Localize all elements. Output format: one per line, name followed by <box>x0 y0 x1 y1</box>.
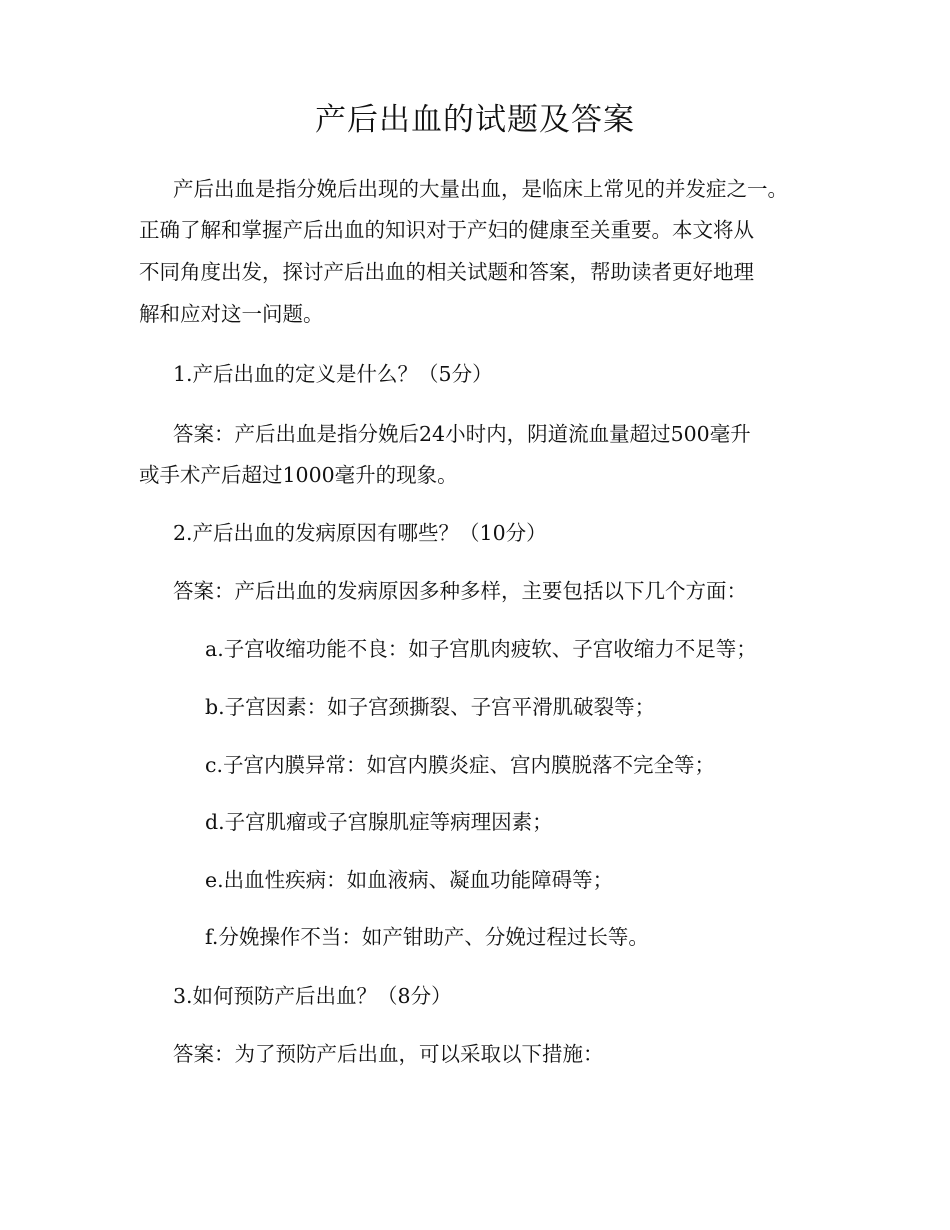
cause-item: c.子宫内膜异常：如宫内膜炎症、宫内膜脱落不完全等； <box>205 753 715 777</box>
question-3: 3.如何预防产后出血？（8分） <box>173 984 452 1008</box>
cause-item: e.出血性疾病：如血液病、凝血功能障碍等； <box>205 868 614 892</box>
intro-line: 解和应对这一问题。 <box>139 302 324 326</box>
answer-1-line: 或手术产后超过1000毫升的现象。 <box>139 463 458 487</box>
cause-item: f.分娩操作不当：如产钳助产、分娩过程过长等。 <box>205 925 649 949</box>
document-title: 产后出血的试题及答案 <box>315 102 635 138</box>
cause-item: d.子宫肌瘤或子宫腺肌症等病理因素； <box>205 810 553 834</box>
answer-3: 答案：为了预防产后出血，可以采取以下措施： <box>173 1042 604 1066</box>
answer-1-line: 答案：产后出血是指分娩后24小时内，阴道流血量超过500毫升 <box>173 422 751 446</box>
intro-line: 产后出血是指分娩后出现的大量出血，是临床上常见的并发症之一。 <box>173 177 788 201</box>
question-1: 1.产后出血的定义是什么？（5分） <box>173 362 493 386</box>
intro-line: 正确了解和掌握产后出血的知识对于产妇的健康至关重要。本文将从 <box>139 218 754 242</box>
answer-2: 答案：产后出血的发病原因多种多样，主要包括以下几个方面： <box>173 579 747 603</box>
cause-item: b.子宫因素：如子宫颈撕裂、子宫平滑肌破裂等； <box>205 695 656 719</box>
cause-item: a.子宫收缩功能不良：如子宫肌肉疲软、子宫收缩力不足等； <box>205 637 757 661</box>
question-2: 2.产后出血的发病原因有哪些？（10分） <box>173 521 547 545</box>
intro-line: 不同角度出发，探讨产后出血的相关试题和答案，帮助读者更好地理 <box>139 260 754 284</box>
